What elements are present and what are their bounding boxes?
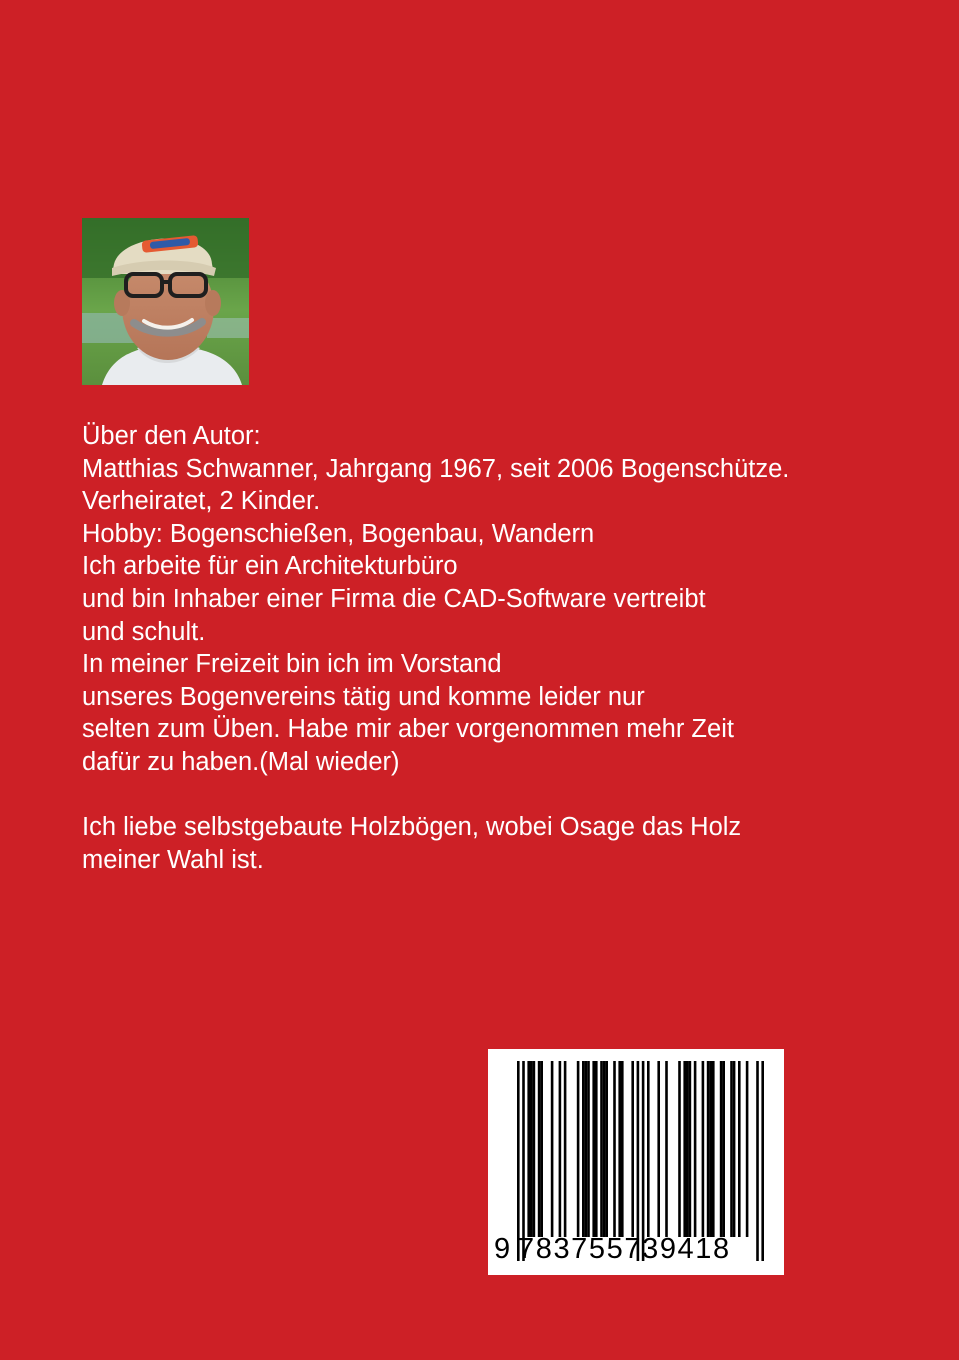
barcode-bar	[746, 1061, 749, 1237]
bio-line: Verheiratet, 2 Kinder.	[82, 487, 321, 516]
bio-line: In meiner Freizeit bin ich im Vorstand	[82, 650, 502, 679]
barcode-bar	[738, 1061, 741, 1237]
bio-line: Matthias Schwanner, Jahrgang 1967, seit 2006 Bogenschütze.	[82, 454, 790, 483]
bio-line: unseres Bogenvereins tätig und komme leider nur	[82, 682, 645, 711]
barcode-bar	[678, 1061, 681, 1237]
isbn-digits: 783755739418	[518, 1233, 731, 1265]
isbn-first-digit: 9	[494, 1233, 511, 1265]
barcode-bar	[722, 1061, 725, 1237]
barcode-bar	[559, 1061, 562, 1237]
barcode-bar	[577, 1061, 580, 1237]
barcode-bar	[686, 1061, 689, 1237]
barcode-bar	[613, 1061, 616, 1237]
barcode-bar	[538, 1061, 541, 1237]
barcode-bar	[730, 1061, 733, 1237]
barcode-bar	[637, 1061, 640, 1261]
bio-line: Hobby: Bogenschießen, Bogenbau, Wandern	[82, 519, 595, 548]
bio-line: Ich liebe selbstgebaute Holzbögen, wobei Osage das Holz	[82, 813, 742, 842]
bio-line: dafür zu haben.(Mal wieder)	[82, 747, 400, 776]
barcode-bar	[522, 1061, 525, 1261]
barcode-bar	[564, 1061, 567, 1237]
barcode-bar	[618, 1061, 621, 1237]
barcode-bar	[657, 1061, 660, 1237]
barcode-bar	[603, 1061, 606, 1237]
barcode-bar	[600, 1061, 603, 1237]
barcode-bar	[720, 1061, 723, 1237]
author-portrait-image	[82, 218, 249, 385]
barcode-bar	[585, 1061, 588, 1237]
bio-line: meiner Wahl ist.	[82, 845, 264, 874]
barcode-bar	[582, 1061, 585, 1237]
barcode-bar	[761, 1061, 764, 1261]
paragraph-gap	[82, 779, 922, 812]
barcode-bar	[707, 1061, 710, 1237]
barcode-bar	[756, 1061, 759, 1261]
author-bio	[82, 420, 922, 876]
barcode-bar	[517, 1061, 520, 1261]
barcode-bar	[712, 1061, 715, 1237]
barcode-bar	[694, 1061, 697, 1237]
barcode-bar	[595, 1061, 598, 1237]
barcode-bar	[683, 1061, 686, 1237]
barcode-bar	[642, 1061, 645, 1261]
bio-line: und bin Inhaber einer Firma die CAD-Software vertreibt	[82, 584, 706, 613]
bio-line: und schult.	[82, 617, 206, 646]
barcode-bar	[592, 1061, 595, 1237]
barcode-bar	[540, 1061, 543, 1237]
barcode-bar	[702, 1061, 705, 1237]
barcode-bar	[733, 1061, 736, 1237]
bio-line: Ich arbeite für ein Architekturbüro	[82, 552, 458, 581]
isbn-barcode	[488, 1049, 784, 1275]
barcode-bar	[605, 1061, 608, 1237]
barcode-bar	[709, 1061, 712, 1237]
barcode-bar	[665, 1061, 668, 1237]
bio-line: selten zum Üben. Habe mir aber vorgenommen mehr Zeit	[82, 715, 734, 744]
barcode-bar	[631, 1061, 634, 1237]
barcode-bar	[621, 1061, 624, 1237]
author-photo	[82, 218, 249, 385]
barcode-bar	[647, 1061, 650, 1237]
barcode-bar	[689, 1061, 692, 1237]
barcode-bar	[530, 1061, 533, 1237]
barcode-bar	[533, 1061, 536, 1237]
barcode-bar	[527, 1061, 530, 1237]
barcode-bar	[551, 1061, 554, 1237]
barcode-bar	[587, 1061, 590, 1237]
bio-heading: Über den Autor:	[82, 422, 261, 450]
isbn-number	[488, 1233, 784, 1273]
